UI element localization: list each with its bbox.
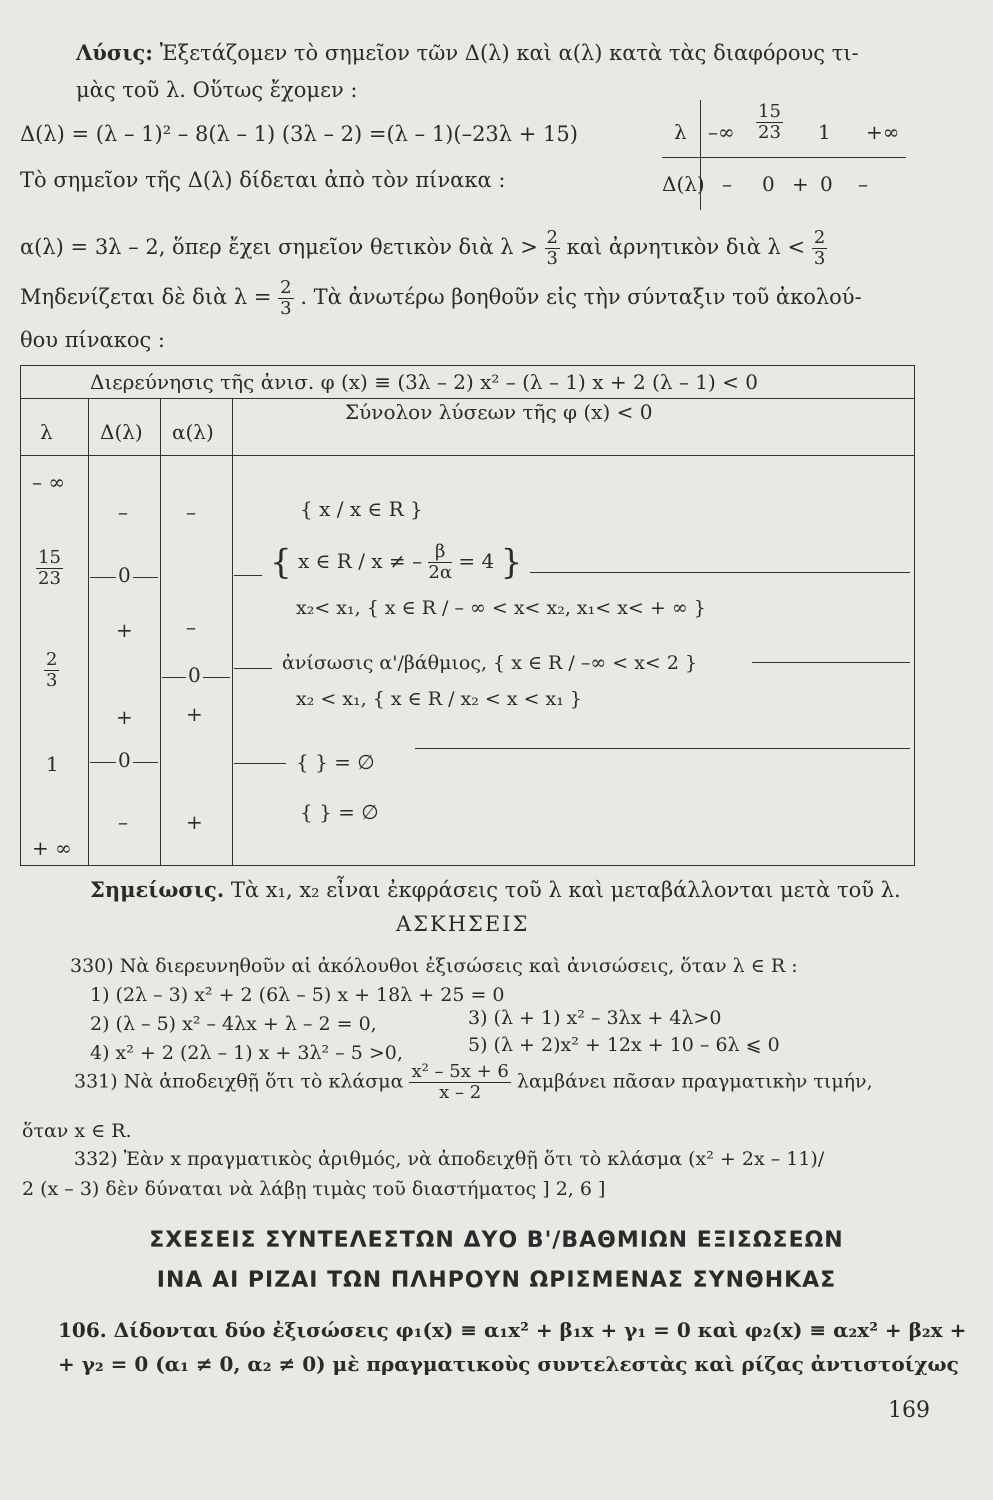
solution-rule-6-left bbox=[234, 763, 286, 764]
delta-6: – bbox=[118, 810, 128, 834]
lambda-frac-1-num: 15 bbox=[38, 547, 61, 568]
alpha-text-b: καὶ ἀρνητικὸν διὰ λ < bbox=[566, 235, 806, 259]
sign-text: Τὸ σημεῖον τῆς Δ(λ) δίδεται ἀπὸ τὸν πίνακα : bbox=[20, 168, 506, 192]
exercise-331 bbox=[74, 1062, 873, 1103]
solution-line1-text: Ἐξετάζομεν τὸ σημεῖον τῶν Δ(λ) καὶ α(λ) κατὰ τὰς διαφόρους τι- bbox=[159, 41, 859, 65]
exercise-330-2: 2) (λ – 5) x² – 4λx + λ – 2 = 0, bbox=[90, 1013, 377, 1035]
sign-table-rule bbox=[662, 157, 906, 158]
header-alpha: α(λ) bbox=[172, 420, 214, 444]
lambda-plus-inf: + ∞ bbox=[32, 836, 72, 860]
zero-line bbox=[20, 278, 862, 319]
note-text: Τὰ x₁, x₂ εἶναι ἐκφράσεις τοῦ λ καὶ μεταβάλλονται μετὰ τοῦ λ. bbox=[230, 878, 901, 902]
col-divider-1 bbox=[88, 398, 89, 865]
section-title-2: ΙΝΑ ΑΙ ΡΙΖΑΙ ΤΩΝ ΠΛΗΡΟΥΝ ΩΡΙΣΜΕΝΑΣ ΣΥΝΘΗΚΑΣ bbox=[156, 1268, 837, 1293]
page-number: 169 bbox=[888, 1398, 930, 1423]
lambda-one: 1 bbox=[46, 752, 59, 776]
alpha-2: – bbox=[186, 615, 196, 639]
sign-table-plus-inf: +∞ bbox=[866, 120, 900, 144]
alpha-frac-den-1: 3 bbox=[546, 248, 558, 269]
solution-label: Λύσις: bbox=[76, 40, 154, 65]
sign-table-delta-2: 0 bbox=[762, 172, 775, 196]
sign-table-delta-label: Δ(λ) bbox=[662, 172, 705, 196]
solution-line-1 bbox=[76, 40, 859, 65]
section-title-1: ΣΧΕΣΕΙΣ ΣΥΝΤΕΛΕΣΤΩΝ ΔΥΟ Β'/ΒΑΘΜΙΩΝ ΕΞΙΣΩΣΕΩΝ bbox=[149, 1228, 844, 1253]
solution-row-2-end: = 4 bbox=[458, 549, 495, 573]
solution-row-2-frac-den: 2α bbox=[428, 562, 453, 583]
exercise-331-b: λαμβάνει πᾶσαν πραγματικὴν τιμήν, bbox=[516, 1070, 873, 1093]
sign-table-delta-4: 0 bbox=[820, 172, 833, 196]
alpha-frac-num-1: 2 bbox=[546, 227, 558, 248]
exercise-330-3: 3) (λ + 1) x² – 3λx + 4λ>0 bbox=[468, 1007, 722, 1029]
paragraph-106-b: + γ₂ = 0 (α₁ ≠ 0, α₂ ≠ 0) μὲ πραγματικοὺς συντελεστὰς καὶ ρίζας ἀντιστοίχως bbox=[58, 1352, 959, 1376]
solution-row-3: x₂< x₁, { x ∈ R / – ∞ < x< x₂, x₁< x< + ∞ } bbox=[296, 597, 706, 619]
table-title: Διερεύνησις τῆς ἀνισ. φ (x) ≡ (3λ – 2) x² – (λ – 1) x + 2 (λ – 1) < 0 bbox=[90, 370, 758, 394]
exercise-331-den: x – 2 bbox=[439, 1082, 482, 1103]
solution-row-6: { } = ∅ bbox=[296, 750, 375, 774]
header-delta: Δ(λ) bbox=[100, 420, 143, 444]
zero-text-b: . Τὰ ἀνωτέρω βοηθοῦν εἰς τὴν σύνταξιν τοῦ ἀκολού- bbox=[300, 285, 862, 309]
exercise-330: 330) Νὰ διερευνηθοῦν αἱ ἀκόλουθοι ἐξισώσεις καὶ ἀνισώσεις, ὅταν λ ∈ R : bbox=[70, 955, 798, 977]
solution-rule-2-left bbox=[234, 575, 262, 576]
sign-table-delta-5: – bbox=[858, 172, 868, 196]
alpha-frac-num-2: 2 bbox=[813, 227, 826, 248]
exercise-330-4: 4) x² + 2 (2λ – 1) x + 3λ² – 5 >0, bbox=[90, 1042, 403, 1064]
lambda-frac-2 bbox=[44, 650, 59, 691]
alpha-4: + bbox=[186, 702, 203, 726]
solution-rule-6-right bbox=[415, 748, 910, 749]
sign-frac-num: 15 bbox=[758, 101, 781, 122]
table-right-border bbox=[914, 365, 915, 865]
solution-rule-4-left bbox=[234, 668, 272, 669]
solution-row-7: { } = ∅ bbox=[300, 800, 379, 824]
paragraph-106-a: 106. Δίδονται δύο ἐξισώσεις φ₁(x) ≡ α₁x² + β₁x + γ₁ = 0 καὶ φ₂(x) ≡ α₂x² + β₂x + bbox=[58, 1318, 967, 1342]
sign-table-lambda: λ bbox=[674, 120, 687, 144]
table-title-rule bbox=[20, 398, 915, 399]
alpha-frac-den-2: 3 bbox=[813, 248, 826, 269]
exercise-330-5: 5) (λ + 2)x² + 12x + 10 – 6λ ⩽ 0 bbox=[468, 1034, 780, 1056]
delta-equation: Δ(λ) = (λ – 1)² – 8(λ – 1) (3λ – 2) =(λ – 1)(–23λ + 15) bbox=[20, 122, 578, 146]
solution-row-5: x₂ < x₁, { x ∈ R / x₂ < x < x₁ } bbox=[296, 688, 583, 710]
delta-2: 0 bbox=[118, 563, 131, 587]
sign-table-delta-1: – bbox=[722, 172, 732, 196]
alpha-line bbox=[20, 228, 827, 269]
sign-table-delta-3: + bbox=[792, 172, 809, 196]
delta-3: + bbox=[116, 618, 133, 642]
delta-4: + bbox=[116, 705, 133, 729]
delta-1: – bbox=[118, 500, 128, 524]
exercise-332-a: 332) Ἐὰν x πραγματικὸς ἀριθμός, νὰ ἀποδειχθῇ ὅτι τὸ κλάσμα (x² + 2x – 11)/ bbox=[74, 1148, 825, 1170]
line-next: θου πίνακος : bbox=[20, 328, 165, 352]
alpha-text-a: α(λ) = 3λ – 2, ὅπερ ἔχει σημεῖον θετικὸν διὰ λ > bbox=[20, 235, 538, 259]
delta-5: 0 bbox=[118, 748, 131, 772]
sign-frac-den: 23 bbox=[758, 122, 781, 143]
table-header-rule bbox=[20, 455, 915, 456]
exercise-331-c: ὅταν x ∈ R. bbox=[22, 1120, 132, 1142]
zero-frac-num: 2 bbox=[280, 277, 292, 298]
table-left-border bbox=[20, 365, 21, 865]
zero-frac-den: 3 bbox=[280, 298, 292, 319]
lambda-frac-1 bbox=[36, 548, 63, 589]
header-solution: Σύνολον λύσεων τῆς φ (x) < 0 bbox=[345, 400, 653, 424]
sign-table-minus-inf: –∞ bbox=[708, 120, 735, 144]
col-divider-2 bbox=[160, 398, 161, 865]
alpha-5: + bbox=[186, 810, 203, 834]
lambda-frac-2-den: 3 bbox=[46, 670, 58, 691]
solution-row-2: { x ∈ R / x ≠ – $\frac{\beta}{2\alpha}$ = 4 } bbox=[270, 541, 523, 583]
lambda-frac-1-den: 23 bbox=[38, 568, 61, 589]
solution-row-1: { x / x ∈ R } bbox=[300, 497, 423, 521]
solution-rule-4-right bbox=[752, 662, 910, 663]
zero-text-a: Μηδενίζεται δὲ διὰ λ = bbox=[20, 285, 272, 309]
lambda-frac-2-num: 2 bbox=[46, 649, 58, 670]
solution-line-2: μὰς τοῦ λ. Οὕτως ἔχομεν : bbox=[76, 78, 358, 102]
exercises-title: ΑΣΚΗΣΕΙΣ bbox=[396, 912, 530, 936]
header-lambda: λ bbox=[40, 420, 53, 444]
lambda-minus-inf: – ∞ bbox=[32, 470, 66, 494]
solution-row-2-text: x ∈ R / x ≠ – bbox=[298, 549, 423, 573]
solution-rule-2-right bbox=[530, 572, 910, 573]
sign-table-one: 1 bbox=[818, 120, 831, 144]
col-divider-3 bbox=[232, 398, 233, 865]
exercise-330-1: 1) (2λ – 3) x² + 2 (6λ – 5) x + 18λ + 25 = 0 bbox=[90, 984, 505, 1006]
alpha-3: 0 bbox=[188, 663, 201, 687]
note-line bbox=[90, 877, 901, 902]
solution-row-4: ἀνίσωσις α'/βάθμιος, { x ∈ R / –∞ < x< 2 } bbox=[282, 652, 698, 674]
sign-table-fraction bbox=[756, 102, 783, 143]
exercise-332-b: 2 (x – 3) δὲν δύναται νὰ λάβῃ τιμὰς τοῦ διαστήματος ] 2, 6 ] bbox=[22, 1178, 606, 1200]
note-label: Σημείωσις. bbox=[90, 877, 225, 902]
solution-row-2-frac-num: β bbox=[428, 542, 452, 563]
table-top-border bbox=[20, 365, 915, 366]
alpha-1: – bbox=[186, 500, 196, 524]
exercise-331-num: x² – 5x + 6 bbox=[411, 1061, 509, 1082]
exercise-331-a: 331) Νὰ ἀποδειχθῇ ὅτι τὸ κλάσμα bbox=[74, 1070, 404, 1093]
table-bottom-border bbox=[20, 865, 915, 866]
